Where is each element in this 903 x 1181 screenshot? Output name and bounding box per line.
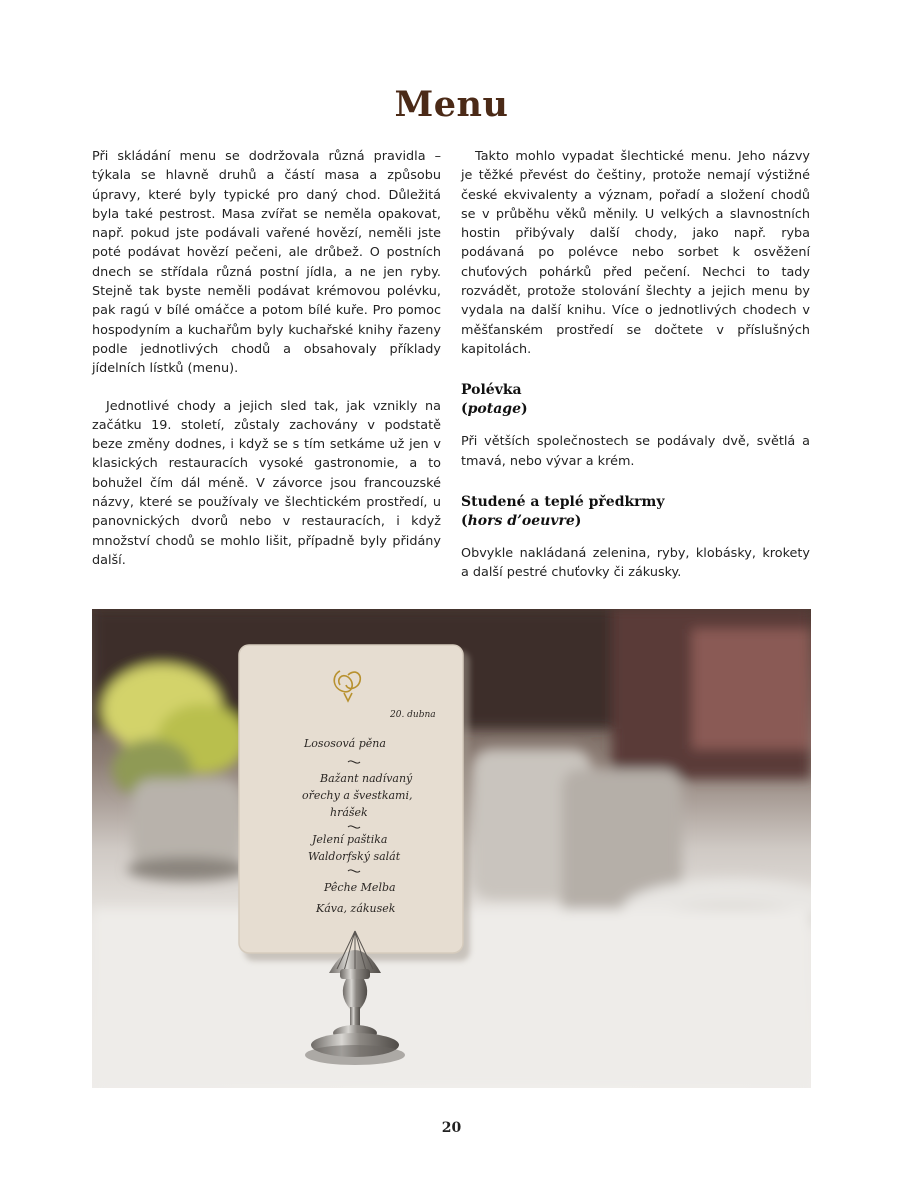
- page-title: Menu: [394, 84, 509, 125]
- menu-item: ořechy a švestkami,: [302, 789, 413, 802]
- section-heading-starters-cz: Studené a teplé předkrmy: [461, 493, 665, 510]
- section-heading-starters-fr: hors d’oeuvre: [467, 512, 575, 529]
- menu-date: 20. dubna: [390, 710, 436, 720]
- intro-paragraph: Při skládání menu se dodržovala různá pravidla – týkala se hlavně druhů a částí masa a způsobu úpravy, které byly typické pro daný chod. Důležitá byla také pestrost. Masa zvířat se neměla opakovat, např. pokud jste podávali vařené hovězí, neměli jste poté podávat hovězí pečeni, ale drůbež. O postních dnech se střídala různá postní jídla, a ne jen ryby. Stejně tak byste neměli podávat krémovou polévku, pak ragú v bílé omáčce a potom bílé kuře. Pro pomoc hospodyním a kuchařům byly kuchařské knihy řazeny podle jednotlivých chodů a obsahovaly příklady jídelních lístků (menu).: [92, 149, 441, 377]
- menu-card-photo: [92, 609, 811, 1088]
- menu-item: Bažant nadívaný: [320, 772, 413, 785]
- section-heading-soup-cz: Polévka: [461, 382, 522, 399]
- menu-item: Lososová pěna: [304, 737, 386, 750]
- soup-paragraph: Při větších společnostech se podávaly dvě, světlá a tmavá, nebo vývar a krém.: [461, 434, 810, 469]
- section-heading-starters: Studené a teplé předkrmy (hors d’oeuvre): [461, 493, 665, 529]
- menu-item: Káva, zákusek: [316, 902, 396, 915]
- section-heading-soup: Polévka (potage): [461, 382, 528, 418]
- left-column: [92, 147, 441, 570]
- menu-item: hrášek: [330, 806, 368, 819]
- right-column: [461, 147, 810, 582]
- noble-menu-paragraph: Takto mohlo vypadat šlechtické menu. Jeho názvy je těžké převést do češtiny, protože nemají výstižné české ekvivalenty a význam, pořadí a složení chodů se v průběhu věků měnily. U velkých a slavnostních hostin přibývaly další chody, jako např. ryba podávaná po polévce nebo sorbet k osvěžení chuťových pohárků před pečení. Nechci to tady rozvádět, protože stolování šlechty a jejich menu by vydala na další knihu. Více o jednotlivých chodech v měšťanském prostředí se dočtete v příslušných kapitolách.: [461, 149, 810, 357]
- courses-paragraph: Jednotlivé chody a jejich sled tak, jak vznikly na začátku 19. století, zůstaly zachovány v podstatě beze změny dodnes, i když se s tím setkáme už jen v klasických restauracích vysoké gastronomie, a to bohužel čím dál méně. V závorce jsou francouzské názvy, které se používaly ve šlechtickém prostředí, u panovnických dvorů nebo v restauracích, i když množství chodů se mohlo lišit, případně byly přidány další.: [92, 398, 441, 568]
- menu-item: Jelení paštika: [312, 833, 388, 846]
- menu-item: Waldorfský salát: [308, 850, 401, 863]
- menu-item: Pêche Melba: [324, 881, 396, 894]
- starters-paragraph: Obvykle nakládaná zelenina, ryby, klobásky, krokety a další pestré chuťovky či zákusky.: [461, 545, 810, 581]
- section-heading-soup-fr: potage: [467, 401, 521, 418]
- page-number: 20: [441, 1120, 462, 1136]
